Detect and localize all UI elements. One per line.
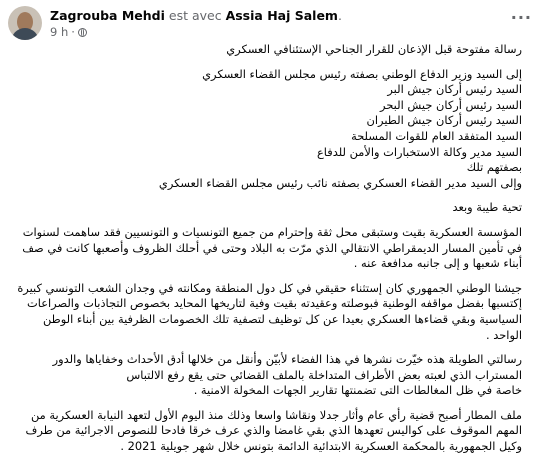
post-text-line: إكتسبها بفضل مواقفه الوطنية فبوصلته وعقيدته بقيت وفية لتاريخها المحايد بخصوص التجاذبات والصراعات bbox=[27, 296, 522, 311]
author-name[interactable]: Zagrouba Mehdi bbox=[50, 8, 165, 23]
post-text-line: السيد مدير وكالة الاستخبارات والأمن للدفاع bbox=[317, 144, 522, 159]
post-text-line: إلى السيد وزير الدفاع الوطني بصفته رئيس مجلس القضاء العسكري bbox=[202, 66, 522, 81]
post-body bbox=[10, 42, 522, 455]
post-text-line: أبناء شعبها و إلى جانبه مدافعة عنه . bbox=[353, 256, 522, 271]
post-text-line: السياسية وبقي قضاءها العسكري بعيدا عن كل توظيف لتصفية تلك الخصومات الظرفية بين أبناء الوطن bbox=[43, 311, 522, 326]
post-text-line: رسالة مفتوحة قبل الإذعان للقرار الجناحي الإستئنافي العسكري bbox=[226, 42, 522, 56]
more-options-icon[interactable]: ··· bbox=[510, 8, 532, 27]
paragraph-gap bbox=[10, 343, 522, 352]
post-text-line: السيد رئيس أركان جيش الطيران bbox=[366, 113, 522, 128]
post-text-line: وإلى السيد مدير القضاء العسكري بصفته نائب رئيس مجلس القضاء العسكري bbox=[158, 175, 522, 190]
post-text-line: في تأمين المسار الديمقراطي الانتقالي الذي مرّت به البلاد وحتى في أحلك الظروف وأصعبها كانت في صف bbox=[22, 240, 522, 255]
paragraph-gap bbox=[10, 272, 522, 281]
post-text-line: المهم الموقوف على كواليس تعهدها الذي بقي غامضا والذي عرف خرقا فادحا للنصوص الاجرائية من طرف bbox=[25, 423, 522, 438]
paragraph-gap bbox=[10, 216, 522, 225]
post-text-line: المؤسسة العسكرية بقيت وستبقى محل ثقة وإحترام من جميع التونسيات و التونسيين فقد ساهمت لسنوات bbox=[22, 224, 522, 239]
meta-separator: · bbox=[71, 25, 75, 39]
post-text-line: جيشنا الوطني الجمهوري كان إستثناء حقيقي في كل دول المنطقة ومكانته في وجدان الشعب التونسي كبيرة bbox=[17, 280, 522, 295]
post-text-line: وكيل الجمهورية بالمحكمة العسكرية الابتدائية الدائمة بتونس خلال شهر جويلية 2021 . bbox=[120, 439, 522, 454]
paragraph-gap bbox=[10, 58, 522, 67]
post-text-line: السيد رئيس أركان جيش البر bbox=[387, 82, 522, 97]
paragraph-gap bbox=[10, 191, 522, 200]
paragraph-gap bbox=[10, 399, 522, 408]
author-line bbox=[50, 8, 342, 24]
post-text-line: السيد رئيس أركان جيش البحر bbox=[380, 97, 522, 112]
post-text-line: الواحد . bbox=[486, 327, 522, 342]
post-text-line: بصفتهم تلك bbox=[466, 160, 522, 175]
post-text-line: المستراب الذي لعبته بعض الأطراف المتداخلة بالملف القضائي حتى يقع رفع الالتباس bbox=[126, 367, 522, 382]
globe-icon[interactable] bbox=[78, 28, 87, 37]
post-text-line: رسالتي الطويلة هذه خيّرت نشرها في هذا الفضاء لأبيّن وأنقل من خلالها أدق الأحداث وخفاياها والدور bbox=[52, 352, 522, 367]
post-text-line: خاصة في ظل المغالطات التى تضمنتها تقارير الجهات المخولة الامنية . bbox=[193, 383, 522, 398]
post-text-line: ملف المطار أصبح قضية رأي عام وأثار جدلا ونقاشا واسعا وذلك منذ اليوم الأول لتعهد النيابة العسكرية من bbox=[31, 407, 522, 422]
post-header bbox=[8, 6, 536, 42]
tagged-suffix: . bbox=[337, 8, 342, 23]
tagged-name[interactable]: Assia Haj Salem bbox=[225, 8, 338, 23]
post-meta bbox=[50, 25, 87, 39]
author-avatar[interactable] bbox=[8, 6, 42, 40]
with-text: est avec bbox=[168, 8, 222, 23]
post-time[interactable]: 9 h bbox=[50, 25, 69, 39]
avatar-shirt bbox=[11, 28, 39, 40]
post-text-line: السيد المتفقد العام للقوات المسلحة bbox=[351, 128, 522, 143]
post-text-line: تحية طيبة وبعد bbox=[452, 200, 522, 215]
